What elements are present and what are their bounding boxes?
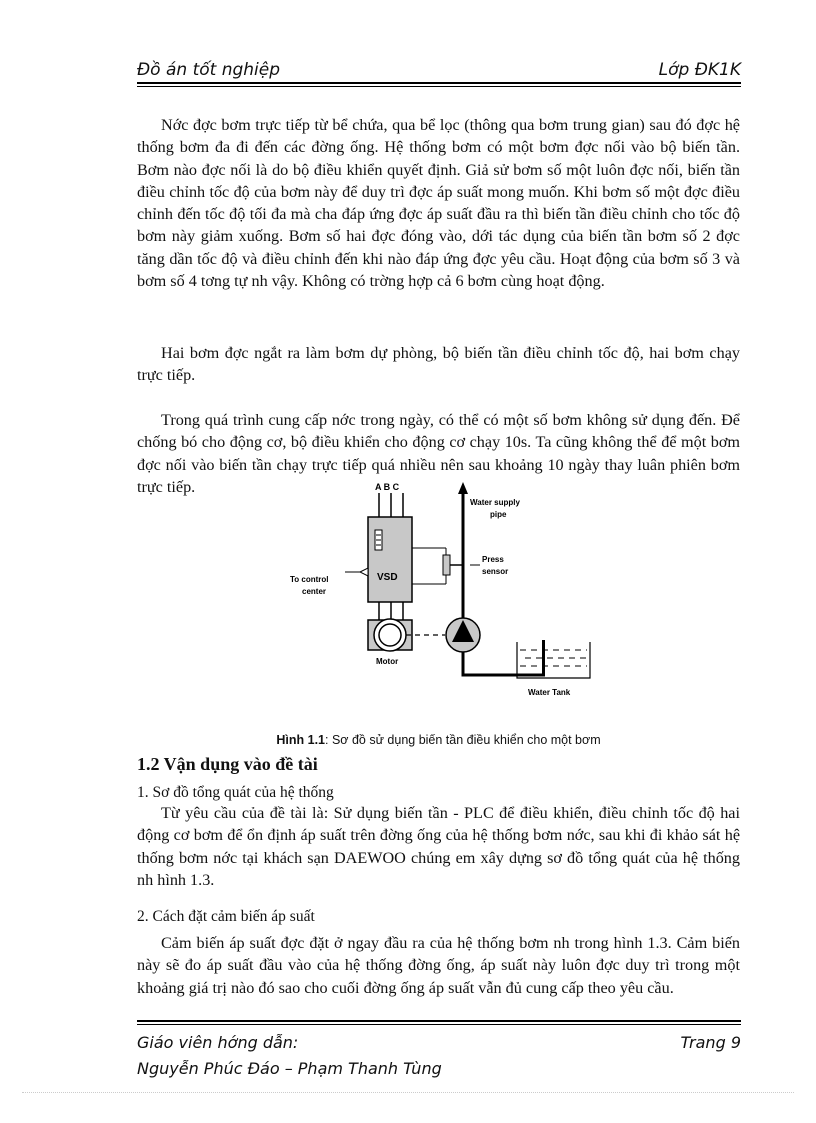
footer-line-1 [137, 1033, 741, 1052]
press-label: Press [482, 555, 504, 564]
vsd-pump-diagram [280, 480, 610, 705]
footer-page-number: Trang 9 [680, 1033, 741, 1052]
header-rule [137, 82, 741, 84]
paragraph-3: Trong quá trình cung cấp nớc trong ngày, có thể có một số bơm không sử dụng đến. Để chống bó cho động cơ, bộ điều khiển cho động cơ chạy 10s. Ta cũng không thể để một bơm đợc nối vào biến tần chạy trực tiếp quá nhiều nên sau khoảng 10 ngày thay luân phiên bơm trực tiếp. [137, 411, 740, 496]
footer-rule-thin [137, 1024, 741, 1025]
vsd-label: VSD [377, 572, 398, 583]
paragraph-1: Nớc đợc bơm trực tiếp từ bể chứa, qua bể lọc (thông qua bơm trung gian) sau đó đợc hệ thống bơm đa đi đến các đờng ống. Hệ thống bơm có một bơm đợc nối vào bộ biến tần. Bơm nào đợc nối là do bộ điều khiển quyết định. Giả sử bơm số một luôn đợc nối, biến tần điều chỉnh tốc độ của bơm này để duy trì đợc áp suất mong muốn. Khi bơm số một đợc điều chỉnh đến tốc độ tối đa mà cha đáp ứng đợc áp suất đầu ra thì biến tần điều chỉnh cho tốc độ bơm này giảm xuống. Bơm số hai đợc đóng vào, dới tác dụng của biến tần bơm số 2 đợc tăng dần tốc độ và điều chỉnh đến khi nào đáp ứng đợc yêu cầu. Hoạt động của bơm số 3 và bơm số 4 tơng tự nh vậy. Không có trờng hợp cả 6 bơm cùng hoạt động. [137, 116, 740, 291]
water-supply-label: Water supply [470, 498, 520, 507]
header-class: Lớp ĐK1K [658, 60, 741, 80]
phase-labels: A B C [375, 482, 400, 492]
footer-advisor-label: Giáo viên hớng dẫn: [137, 1033, 299, 1052]
caption-label: Hình 1.1 [276, 733, 325, 747]
page-bottom-border [22, 1092, 794, 1093]
paragraph-2: Hai bơm đợc ngắt ra làm bơm dự phòng, bộ biến tần điều chỉnh tốc độ, hai bơm chạy trực tiếp. [137, 344, 740, 385]
to-control-label: To control [290, 575, 329, 584]
subsection-1-text: Từ yêu cầu của đề tài là: Sử dụng biến tần - PLC để điều khiển, điều chỉnh tốc độ hai động cơ bơm để ổn định áp suất trên đờng ống của hệ thống bơm nớc, sau khi đi khảo sát hệ thống bơm nớc tại khách sạn DAEWOO chúng em xây dựng sơ đồ tổng quát của hệ thống nh hình 1.3. [137, 804, 740, 889]
header-title: Đồ án tốt nghiệp [137, 60, 281, 80]
figure-caption [137, 733, 740, 747]
header-rule-thin [137, 86, 741, 87]
pipe-label: pipe [490, 510, 507, 519]
press-sensor [443, 555, 450, 575]
motor-label: Motor [376, 657, 399, 666]
water-tank-label: Water Tank [528, 688, 571, 697]
section-heading: 1.2 Vận dụng vào đề tài [137, 754, 318, 774]
caption-text: : Sơ đồ sử dụng biến tần điều khiển cho một bơm [325, 733, 601, 747]
subsection-1-heading: 1. Sơ đồ tổng quát của hệ thống [137, 784, 334, 801]
subsection-2-text: Cảm biến áp suất đợc đặt ở ngay đầu ra của hệ thống bơm nh trong hình 1.3. Cảm biến này sẽ đo áp suất đầu vào của hệ thống đờng ống, áp suất này luôn đợc duy trì trong một khoảng giá trị nào đó sao cho cuối đờng ống áp suất vẫn đủ cung cấp theo yêu cầu. [137, 934, 740, 997]
footer-line-2: Nguyễn Phúc Đáo – Phạm Thanh Tùng [137, 1059, 442, 1078]
center-label: center [302, 587, 327, 596]
water-tank [517, 642, 590, 678]
page-header [137, 60, 741, 84]
footer-rule [137, 1020, 741, 1022]
sensor-label: sensor [482, 567, 509, 576]
subsection-2-heading: 2. Cách đặt cảm biến áp suất [137, 908, 315, 925]
